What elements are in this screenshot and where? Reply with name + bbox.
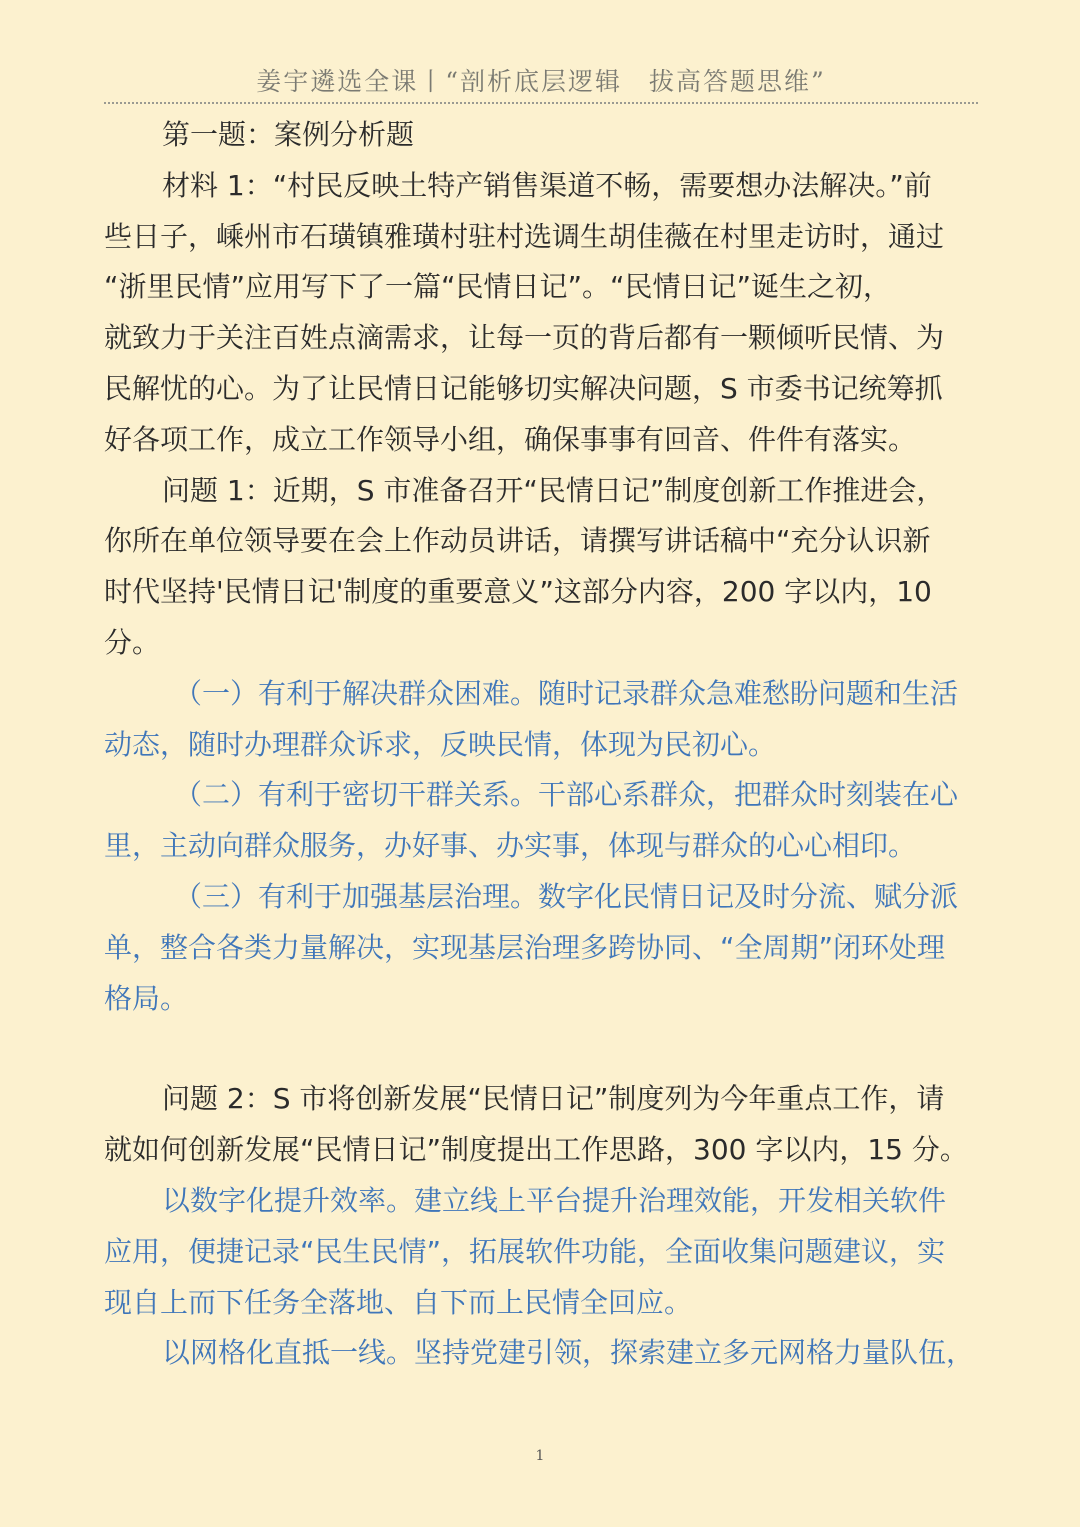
material-line: “浙里民情”应用写下了一篇“民情日记”。“民情日记”诞生之初， xyxy=(104,270,892,304)
material-line: 好各项工作，成立工作领导小组，确保事事有回音、件件有落实。 xyxy=(104,422,917,456)
question-line: 就如何创新发展“民情日记”制度提出工作思路，300 字以内，15 分。 xyxy=(104,1133,968,1167)
blank-spacer xyxy=(104,1024,978,1074)
question-line: 问题 1：近期，S 市准备召开“民情日记”制度创新工作推进会， xyxy=(162,473,945,507)
answer-line: 现自上而下任务全落地、自下而上民情全回应。 xyxy=(104,1285,693,1319)
question-line: 分。 xyxy=(104,625,161,659)
question-line: 时代坚持'民情日记'制度的重要意义”这部分内容，200 字以内，10 xyxy=(104,575,932,609)
answer-line: 以数字化提升效率。建立线上平台提升治理效能，开发相关软件 xyxy=(162,1183,947,1217)
material-line: 些日子，嵊州市石璜镇雅璜村驻村选调生胡佳薇在村里走访时，通过 xyxy=(104,219,945,253)
page-number: 1 xyxy=(535,1448,545,1464)
answer-line: 单，整合各类力量解决，实现基层治理多跨协同、“全周期”闭环处理 xyxy=(104,930,946,964)
material-line: 就致力于关注百姓点滴需求，让每一页的背后都有一颗倾听民情、为 xyxy=(104,321,945,355)
answer-line: （一）有利于解决群众困难。随时记录群众急难愁盼问题和生活 xyxy=(174,676,959,710)
material-line: 材料 1：“村民反映土特产销售渠道不畅，需要想办法解决。”前 xyxy=(162,168,932,202)
answer-line: 格局。 xyxy=(104,981,189,1015)
answer-line: （二）有利于密切干群关系。干部心系群众，把群众时刻装在心 xyxy=(174,778,959,812)
section-title: 第一题：案例分析题 xyxy=(162,118,415,151)
answer-line: 应用，便捷记录“民生民情”，拓展软件功能，全面收集问题建议，实 xyxy=(104,1234,946,1268)
answer-line: 以网格化直抵一线。坚持党建引领，探索建立多元网格力量队伍， xyxy=(162,1336,975,1370)
answer-line: （三）有利于加强基层治理。数字化民情日记及时分流、赋分派 xyxy=(174,879,959,913)
answer-line: 里，主动向群众服务，办好事、办实事，体现与群众的心心相印。 xyxy=(104,829,917,863)
answer-line: 动态，随时办理群众诉求，反映民情，体现为民初心。 xyxy=(104,727,777,761)
material-line: 民解忧的心。为了让民情日记能够切实解决问题，S 市委书记统筹抓 xyxy=(104,371,943,405)
question-line: 问题 2：S 市将创新发展“民情日记”制度列为今年重点工作，请 xyxy=(162,1082,945,1116)
header-divider xyxy=(104,102,978,104)
page-header: 姜宇遴选全课丨“剖析底层逻辑 拔高答题思维” xyxy=(256,67,826,96)
document-body xyxy=(104,110,978,1379)
question-line: 你所在单位领导要在会上作动员讲话，请撰写讲话稿中“充分认识新 xyxy=(104,524,931,558)
